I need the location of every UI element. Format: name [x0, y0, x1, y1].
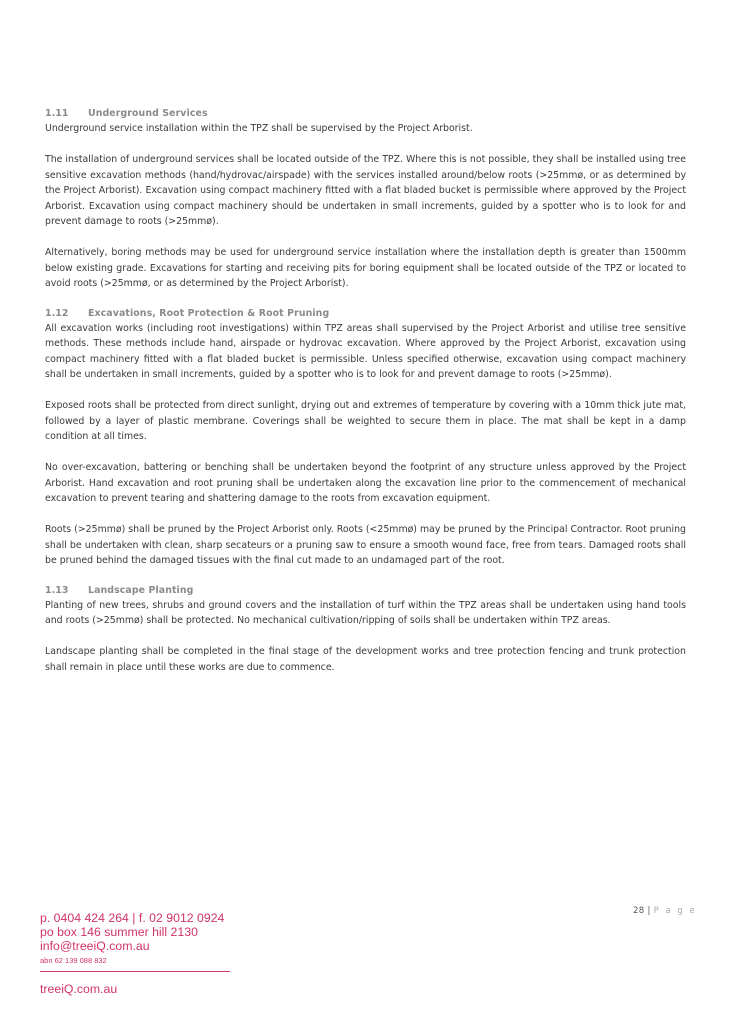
section-number: 1.12: [45, 307, 69, 319]
paragraph: Landscape planting shall be completed in the final stage of the development works and tree protection fencing and trunk protection shall remain in place until these works are due to commence.: [45, 646, 686, 673]
section-title: Underground Services: [88, 108, 208, 119]
footer-website[interactable]: treeiQ.com.au: [40, 982, 118, 997]
footer-phone: p. 0404 424 264 | f. 02 9012 0924: [40, 911, 225, 925]
section-heading-landscape-planting: [45, 583, 686, 598]
section-number: 1.13: [45, 584, 69, 596]
page-word: P a g e: [653, 906, 697, 916]
paragraph: No over-excavation, battering or benching shall be undertaken beyond the footprint of any structure unless approved by the Project Arborist. Hand excavation and root pruning shall be undertaken along the excavation line prior to the commencement of mechanical excavation to prevent tearing and shattering damage to the roots from excavation equipment.: [45, 462, 686, 504]
footer-divider: [40, 971, 230, 972]
footer-contact: [40, 912, 240, 996]
footer-address: po box 146 summer hill 2130: [40, 924, 198, 939]
paragraph: The installation of underground services shall be located outside of the TPZ. Where this is not possible, they shall be installed using tree sensitive excavation methods (hand/hydrovac/airspade) with the services installed around/below roots (>25mmø, or as determined by the Project Arborist). Excavation using compact machinery fitted with a flat bladed bucket is permissible where approved by the Project Arborist. Excavation using compact machinery should be undertaken in small increments, guided by a spotter who is to look for and prevent damage to roots (>25mmø).: [45, 154, 686, 227]
paragraph: Exposed roots shall be protected from direct sunlight, drying out and extremes of temperature by covering with a 10mm thick jute mat, followed by a layer of plastic membrane. Coverings shall be weighted to secure them in place. The mat shall be kept in a damp condition at all times.: [45, 400, 686, 442]
paragraph: All excavation works (including root investigations) within TPZ areas shall supervised by the Project Arborist and utilise tree sensitive methods. These methods include hand, airspade or hydrovac excavation. Where approved by the Project Arborist, excavation using compact machinery fitted with a flat bladed bucket is permissible. Unless specified otherwise, excavation using compact machinery shall be undertaken in small increments, guided by a spotter who is to look for and prevent damage to roots (>25mmø).: [45, 322, 686, 380]
paragraph: Roots (>25mmø) shall be pruned by the Project Arborist only. Roots (<25mmø) may be pruned by the Principal Contractor. Root pruning shall be undertaken with clean, sharp secateurs or a pruning saw to ensure a smooth wound face, free from tears. Damaged roots shall be pruned behind the damaged tissues with the final cut made to an undamaged part of the root.: [45, 524, 686, 566]
section-title: Excavations, Root Protection & Root Pruning: [88, 307, 330, 319]
page-number-separator: |: [647, 906, 651, 916]
paragraph: Alternatively, boring methods may be used for underground service installation where the installation depth is greater than 1500mm below existing grade. Excavations for starting and receiving pits for boring equipment shall be located outside of the TPZ or located to avoid roots (>25mmø, or as determined by the Project Arborist).: [45, 247, 686, 289]
section-number: 1.11: [45, 108, 69, 119]
section-title: Landscape Planting: [88, 584, 194, 596]
page-number: [633, 906, 697, 916]
page-content: [45, 106, 686, 675]
section-heading-underground-services: [45, 106, 686, 121]
paragraph: Underground service installation within the TPZ shall be supervised by the Project Arborist.: [45, 123, 473, 134]
section-heading-excavations: [45, 306, 686, 321]
paragraph: Planting of new trees, shrubs and ground covers and the installation of turf within the TPZ areas shall be undertaken using hand tools and roots (>25mmø) shall be protected. No mechanical cultivation/ripping of soils shall be undertaken within TPZ areas.: [45, 599, 686, 626]
footer-email[interactable]: info@treeiQ.com.au: [40, 938, 150, 953]
page-number-value: 28: [633, 906, 645, 916]
footer-abn: abn 62 139 088 832: [40, 956, 107, 966]
